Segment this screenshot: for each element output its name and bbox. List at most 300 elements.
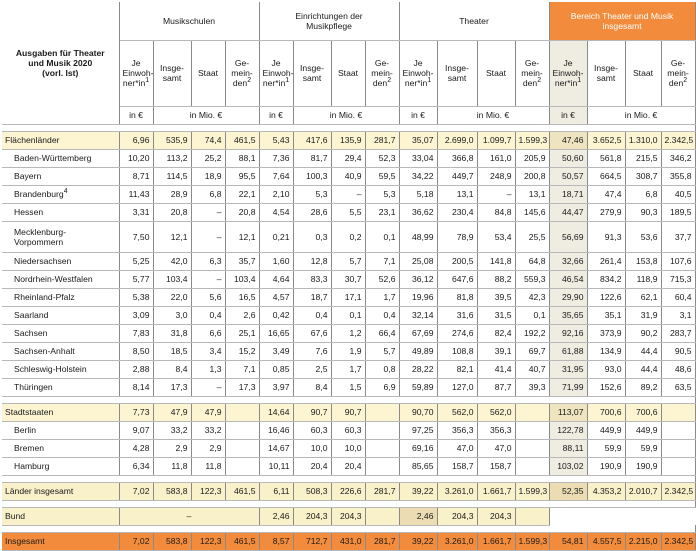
value-cell: 6,34: [119, 457, 153, 475]
value-cell: 2,10: [259, 185, 293, 203]
value-cell: 449,7: [437, 167, 477, 185]
value-cell: 25,08: [399, 252, 437, 270]
value-cell: 74,4: [191, 131, 225, 149]
row-label: Stadtstaaten: [2, 403, 119, 421]
value-cell: 60,3: [293, 421, 331, 439]
value-cell: 90,7: [331, 403, 365, 421]
table-row: [2, 439, 695, 457]
value-cell: 18,7: [293, 288, 331, 306]
value-cell: 261,4: [587, 252, 625, 270]
value-cell: 2.699,0: [437, 131, 477, 149]
value-cell: 3.652,5: [587, 131, 625, 149]
value-cell: 190,9: [587, 457, 625, 475]
value-cell: 647,6: [437, 270, 477, 288]
value-cell: –: [191, 203, 225, 221]
value-cell: 53,4: [477, 221, 515, 252]
subheader-staat: Staat: [625, 40, 661, 106]
group-musikschulen: Musikschulen: [119, 2, 259, 40]
value-cell: 39,1: [477, 342, 515, 360]
value-cell: 62,1: [625, 288, 661, 306]
table-row: [2, 378, 695, 396]
value-cell: 5,25: [119, 252, 153, 270]
value-cell: 36,62: [399, 203, 437, 221]
value-cell: –: [477, 185, 515, 203]
row-label: Saarland: [2, 306, 119, 324]
row-label: Mecklenburg- Vorpommern: [2, 221, 119, 252]
value-cell: 1.599,3: [515, 482, 549, 500]
value-cell: 90,5: [661, 342, 695, 360]
value-cell: 4,28: [119, 439, 153, 457]
value-cell: 0,4: [191, 306, 225, 324]
value-cell: 59,5: [365, 167, 399, 185]
row-label: Brandenburg$^4$: [2, 185, 119, 203]
dash-cell: –: [119, 507, 259, 525]
value-cell: 1,9: [331, 342, 365, 360]
value-cell: 2.342,5: [661, 131, 695, 149]
value-cell: 9,07: [119, 421, 153, 439]
row-label: Berlin: [2, 421, 119, 439]
value-cell: 47,9: [153, 403, 191, 421]
unit-mio: in Mio. €: [293, 106, 399, 124]
unit-mio: in Mio. €: [587, 106, 695, 124]
value-cell: 37,7: [661, 221, 695, 252]
value-cell: 39,5: [477, 288, 515, 306]
value-cell: 89,2: [625, 378, 661, 396]
value-cell: 33,2: [191, 421, 225, 439]
value-cell: 40,5: [661, 185, 695, 203]
value-cell: 356,3: [477, 421, 515, 439]
value-cell: 46,54: [549, 270, 587, 288]
value-cell: 4,54: [259, 203, 293, 221]
value-cell: 85,65: [399, 457, 437, 475]
value-cell: 47,0: [477, 439, 515, 457]
value-cell: 1.661,7: [477, 532, 515, 550]
value-cell: 41,4: [477, 360, 515, 378]
table-row: [2, 203, 695, 221]
value-cell: 204,3: [293, 507, 331, 525]
value-cell: 6,8: [191, 185, 225, 203]
value-cell: 59,9: [587, 439, 625, 457]
value-cell: [515, 507, 549, 525]
table-row: [2, 288, 695, 306]
value-cell: 3.261,0: [437, 532, 477, 550]
value-cell: 2,9: [191, 439, 225, 457]
value-cell: 5,6: [191, 288, 225, 306]
value-cell: 0,21: [259, 221, 293, 252]
value-cell: 122,3: [191, 532, 225, 550]
subheader-staat: Staat: [331, 40, 365, 106]
value-cell: –: [191, 221, 225, 252]
table-row: [2, 532, 695, 550]
value-cell: 107,6: [661, 252, 695, 270]
value-cell: 31,8: [153, 324, 191, 342]
value-cell: 14,67: [259, 439, 293, 457]
value-cell: 16,5: [225, 288, 259, 306]
subheader-staat: Staat: [477, 40, 515, 106]
subheader-gemeinden: Ge- mein- den$^2$: [225, 40, 259, 106]
row-label: Bayern: [2, 167, 119, 185]
value-cell: 88,2: [477, 270, 515, 288]
value-cell: 23,1: [365, 203, 399, 221]
value-cell: 10,0: [331, 439, 365, 457]
value-cell: 8,71: [119, 167, 153, 185]
value-cell: 449,9: [625, 421, 661, 439]
value-cell: 356,3: [437, 421, 477, 439]
value-cell: 127,0: [437, 378, 477, 396]
table-row: [2, 342, 695, 360]
value-cell: 281,7: [365, 131, 399, 149]
value-cell: 346,2: [661, 149, 695, 167]
subheader-gemeinden: Ge- mein- den$^2$: [365, 40, 399, 106]
value-cell: 1.661,7: [477, 482, 515, 500]
value-cell: 103,4: [225, 270, 259, 288]
value-cell: 40,7: [515, 360, 549, 378]
value-cell: 6,8: [625, 185, 661, 203]
value-cell: 700,6: [625, 403, 661, 421]
value-cell: 47,9: [191, 403, 225, 421]
value-cell: 63,5: [661, 378, 695, 396]
value-cell: 0,2: [331, 221, 365, 252]
value-cell: 1,7: [365, 288, 399, 306]
value-cell: 0,4: [365, 306, 399, 324]
value-cell: 66,4: [365, 324, 399, 342]
value-cell: 248,9: [477, 167, 515, 185]
value-cell: 583,8: [153, 532, 191, 550]
value-cell: 700,6: [587, 403, 625, 421]
value-cell: 153,8: [625, 252, 661, 270]
value-cell: [365, 403, 399, 421]
value-cell: 834,2: [587, 270, 625, 288]
value-cell: 2,88: [119, 360, 153, 378]
value-cell: 135,9: [331, 131, 365, 149]
value-cell: –: [331, 185, 365, 203]
value-cell: [661, 457, 695, 475]
value-cell: 47,46: [549, 131, 587, 149]
unit-eur: in €: [549, 106, 587, 124]
value-cell: 103,02: [549, 457, 587, 475]
value-cell: 31,95: [549, 360, 587, 378]
value-cell: 7,6: [293, 342, 331, 360]
value-cell: 20,4: [293, 457, 331, 475]
row-label: Baden-Württemberg: [2, 149, 119, 167]
value-cell: 0,1: [331, 306, 365, 324]
value-cell: 8,50: [119, 342, 153, 360]
value-cell: 17,3: [225, 378, 259, 396]
value-cell: 13,1: [437, 185, 477, 203]
value-cell: 6,3: [191, 252, 225, 270]
group-insgesamt: Bereich Theater und Musik insgesamt: [549, 2, 695, 40]
value-cell: 3,4: [191, 342, 225, 360]
value-cell: 8,4: [293, 378, 331, 396]
value-cell: 215,5: [625, 149, 661, 167]
group-theater: Theater: [399, 2, 549, 40]
value-cell: 3,0: [153, 306, 191, 324]
value-cell: 141,8: [477, 252, 515, 270]
row-label: Niedersachsen: [2, 252, 119, 270]
value-cell: 2,6: [225, 306, 259, 324]
value-cell: 4,64: [259, 270, 293, 288]
value-cell: 35,7: [225, 252, 259, 270]
table-row: [2, 403, 695, 421]
value-cell: 60,3: [331, 421, 365, 439]
value-cell: 7,1: [365, 252, 399, 270]
value-cell: 2.010,7: [625, 482, 661, 500]
value-cell: 461,5: [225, 482, 259, 500]
value-cell: 39,22: [399, 532, 437, 550]
value-cell: 31,6: [437, 306, 477, 324]
value-cell: 7,02: [119, 532, 153, 550]
value-cell: 308,7: [625, 167, 661, 185]
value-cell: 34,22: [399, 167, 437, 185]
table-row: [2, 360, 695, 378]
value-cell: 204,3: [437, 507, 477, 525]
value-cell: –: [191, 378, 225, 396]
value-cell: 78,9: [437, 221, 477, 252]
value-cell: 13,1: [515, 185, 549, 203]
subheader-insgesamt: Insge- samt: [153, 40, 191, 106]
row-label: Thüringen: [2, 378, 119, 396]
value-cell: 59,9: [625, 439, 661, 457]
value-cell: 48,6: [661, 360, 695, 378]
value-cell: 44,4: [625, 360, 661, 378]
value-cell: 15,2: [225, 342, 259, 360]
value-cell: 33,04: [399, 149, 437, 167]
value-cell: 22,1: [225, 185, 259, 203]
value-cell: 35,65: [549, 306, 587, 324]
value-cell: 0,85: [259, 360, 293, 378]
value-cell: 2,46: [259, 507, 293, 525]
value-cell: 53,6: [625, 221, 661, 252]
value-cell: 35,07: [399, 131, 437, 149]
value-cell: 12,1: [153, 221, 191, 252]
value-cell: 134,9: [587, 342, 625, 360]
subheader-insgesamt: Insge- samt: [587, 40, 625, 106]
value-cell: 8,14: [119, 378, 153, 396]
value-cell: 82,1: [437, 360, 477, 378]
value-cell: 118,9: [625, 270, 661, 288]
table-row: [2, 131, 695, 149]
value-cell: 4.353,2: [587, 482, 625, 500]
value-cell: 17,3: [153, 378, 191, 396]
value-cell: 355,8: [661, 167, 695, 185]
table-row: [2, 185, 695, 203]
value-cell: 0,1: [515, 306, 549, 324]
value-cell: 113,2: [153, 149, 191, 167]
subheader-je-einwohner: Je Einwoh- $ner*in^1$: [259, 40, 293, 106]
value-cell: [661, 421, 695, 439]
subheader-je-einwohner: Je Einwoh- $ner*in^1$: [119, 40, 153, 106]
value-cell: [515, 439, 549, 457]
value-cell: 6,11: [259, 482, 293, 500]
value-cell: [661, 439, 695, 457]
table-row: [2, 252, 695, 270]
value-cell: 3,31: [119, 203, 153, 221]
value-cell: 12,1: [225, 221, 259, 252]
value-cell: 60,4: [661, 288, 695, 306]
value-cell: 59,89: [399, 378, 437, 396]
subheader-insgesamt: Insge- samt: [293, 40, 331, 106]
value-cell: 7,1: [225, 360, 259, 378]
table-row: [2, 421, 695, 439]
value-cell: 90,2: [625, 324, 661, 342]
row-label: Hamburg: [2, 457, 119, 475]
value-cell: [225, 439, 259, 457]
value-cell: –: [191, 270, 225, 288]
table-row: [2, 507, 695, 525]
value-cell: 5,7: [365, 342, 399, 360]
value-cell: 20,8: [225, 203, 259, 221]
value-cell: 5,18: [399, 185, 437, 203]
value-cell: 18,5: [153, 342, 191, 360]
value-cell: 44,4: [625, 342, 661, 360]
value-cell: 152,6: [587, 378, 625, 396]
value-cell: 559,3: [515, 270, 549, 288]
value-cell: 88,11: [549, 439, 587, 457]
value-cell: 25,1: [225, 324, 259, 342]
value-cell: 61,88: [549, 342, 587, 360]
value-cell: 103,4: [153, 270, 191, 288]
value-cell: 3,97: [259, 378, 293, 396]
value-cell: 449,9: [587, 421, 625, 439]
value-cell: 17,1: [331, 288, 365, 306]
value-cell: 4.557,5: [587, 532, 625, 550]
row-label: Insgesamt: [2, 532, 119, 550]
value-cell: 7,83: [119, 324, 153, 342]
value-cell: 6,96: [119, 131, 153, 149]
value-cell: 158,7: [437, 457, 477, 475]
value-cell: 54,81: [549, 532, 587, 550]
value-cell: 204,3: [331, 507, 365, 525]
value-cell: 189,5: [661, 203, 695, 221]
value-cell: 91,3: [587, 221, 625, 252]
value-cell: 71,99: [549, 378, 587, 396]
subheader-staat: Staat: [191, 40, 225, 106]
row-label: Rheinland-Pfalz: [2, 288, 119, 306]
value-cell: 535,9: [153, 131, 191, 149]
value-cell: 93,0: [587, 360, 625, 378]
value-cell: 5,7: [331, 252, 365, 270]
value-cell: 1,60: [259, 252, 293, 270]
value-cell: 715,3: [661, 270, 695, 288]
row-label: Schleswig-Holstein: [2, 360, 119, 378]
value-cell: 204,3: [477, 507, 515, 525]
value-cell: 88,1: [225, 149, 259, 167]
value-cell: 1,5: [331, 378, 365, 396]
value-cell: 20,8: [153, 203, 191, 221]
value-cell: 83,3: [293, 270, 331, 288]
value-cell: 31,9: [625, 306, 661, 324]
table-row: [2, 167, 695, 185]
value-cell: [365, 439, 399, 457]
value-cell: 47,4: [587, 185, 625, 203]
value-cell: 6,9: [365, 378, 399, 396]
value-cell: 42,3: [515, 288, 549, 306]
value-cell: 3.261,0: [437, 482, 477, 500]
value-cell: 90,3: [625, 203, 661, 221]
value-cell: 92,16: [549, 324, 587, 342]
value-cell: 5,5: [331, 203, 365, 221]
value-cell: 2,5: [293, 360, 331, 378]
value-cell: 366,8: [437, 149, 477, 167]
table-row: [2, 221, 695, 252]
value-cell: 114,5: [153, 167, 191, 185]
value-cell: 664,5: [587, 167, 625, 185]
table-row: [2, 457, 695, 475]
value-cell: 36,12: [399, 270, 437, 288]
value-cell: 52,35: [549, 482, 587, 500]
row-label: Bremen: [2, 439, 119, 457]
value-cell: 10,11: [259, 457, 293, 475]
expenditure-table: [2, 2, 696, 551]
row-label: Hessen: [2, 203, 119, 221]
value-cell: 52,3: [365, 149, 399, 167]
value-cell: 11,43: [119, 185, 153, 203]
value-cell: 2,9: [153, 439, 191, 457]
value-cell: 28,9: [153, 185, 191, 203]
row-label: Sachsen-Anhalt: [2, 342, 119, 360]
value-cell: 281,7: [365, 532, 399, 550]
value-cell: 230,4: [437, 203, 477, 221]
unit-eur: in €: [119, 106, 153, 124]
value-cell: 417,6: [293, 131, 331, 149]
subheader-gemeinden: Ge- mein- den$^2$: [515, 40, 549, 106]
value-cell: 562,0: [437, 403, 477, 421]
value-cell: 1.310,0: [625, 131, 661, 149]
value-cell: 1,3: [191, 360, 225, 378]
value-cell: 373,9: [587, 324, 625, 342]
group-musikpflege: Einrichtungen der Musikpflege: [259, 2, 399, 40]
table-row: [2, 482, 695, 500]
subheader-gemeinden: Ge- mein- den$^2$: [661, 40, 695, 106]
row-label: Sachsen: [2, 324, 119, 342]
row-label: Flächenländer: [2, 131, 119, 149]
value-cell: 1,7: [331, 360, 365, 378]
value-cell: 200,8: [515, 167, 549, 185]
value-cell: 49,89: [399, 342, 437, 360]
value-cell: 18,9: [191, 167, 225, 185]
unit-eur: in €: [259, 106, 293, 124]
value-cell: 5,3: [365, 185, 399, 203]
value-cell: 712,7: [293, 532, 331, 550]
value-cell: 122,3: [191, 482, 225, 500]
value-cell: 69,7: [515, 342, 549, 360]
value-cell: 20,4: [331, 457, 365, 475]
value-cell: 10,20: [119, 149, 153, 167]
value-cell: 64,8: [515, 252, 549, 270]
value-cell: 42,0: [153, 252, 191, 270]
value-cell: 1.599,3: [515, 131, 549, 149]
value-cell: 190,9: [625, 457, 661, 475]
value-cell: [365, 421, 399, 439]
value-cell: 583,8: [153, 482, 191, 500]
value-cell: 431,0: [331, 532, 365, 550]
value-cell: 0,1: [365, 221, 399, 252]
value-cell: [515, 457, 549, 475]
value-cell: [365, 457, 399, 475]
table-title: Ausgaben für Theater und Musik 2020 (vorl. Ist): [2, 2, 119, 124]
value-cell: 8,4: [153, 360, 191, 378]
subheader-insgesamt: Insge- samt: [437, 40, 477, 106]
value-cell: 81,8: [437, 288, 477, 306]
value-cell: 1.599,3: [515, 532, 549, 550]
table-row: [2, 306, 695, 324]
value-cell: 50,60: [549, 149, 587, 167]
value-cell: 48,99: [399, 221, 437, 252]
value-cell: 113,07: [549, 403, 587, 421]
value-cell: 7,64: [259, 167, 293, 185]
value-cell: 28,6: [293, 203, 331, 221]
value-cell: 161,0: [477, 149, 515, 167]
